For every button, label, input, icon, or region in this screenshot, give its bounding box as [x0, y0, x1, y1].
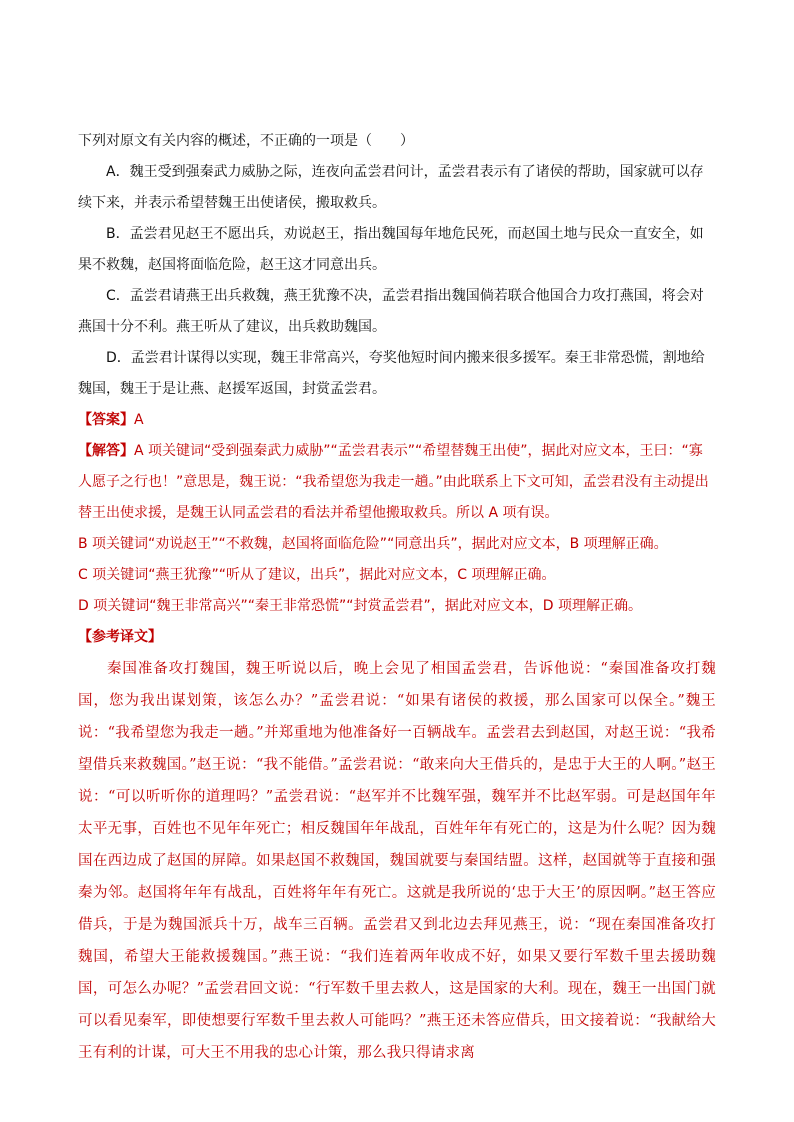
question-stem: 下列对原文有关内容的概述，不正确的一项是（ ） — [78, 133, 414, 149]
analysis-tag: 【解答】 — [78, 443, 134, 459]
option-c-label: C． — [106, 288, 130, 304]
option-b — [78, 219, 716, 281]
translation-tag: 【参考译文】 — [78, 629, 162, 645]
option-d-label: D． — [106, 350, 131, 366]
answer-line — [78, 405, 716, 436]
answer-value: A — [134, 412, 144, 428]
analysis-paragraph-d: D 项关键词“魏王非常高兴”“秦王非常恐慌”“封赏孟尝君”，据此对应文本，D 项理解正确。 — [78, 598, 642, 614]
option-d-text: 孟尝君计谋得以实现，魏王非常高兴，夸奖他短时间内搬来很多援军。秦王非常恐慌，割地给魏国，魏王于是让燕、赵援军返国，封赏孟尝君。 — [78, 350, 705, 397]
option-b-text: 孟尝君见赵王不愿出兵，劝说赵王，指出魏国每年地危民死，而赵国土地与民众一直安全，如果不救魏，赵国将面临危险，赵王这才同意出兵。 — [78, 226, 704, 273]
analysis-paragraph-a — [78, 436, 716, 529]
analysis-paragraph-c: C 项关键词“燕王犹豫”“听从了建议，出兵”，据此对应文本，C 项理解正确。 — [78, 567, 556, 583]
option-a — [78, 157, 716, 219]
option-c-text: 孟尝君请燕王出兵救魏，燕王犹豫不决，孟尝君指出魏国倘若联合他国合力攻打燕国，将会对燕国十分不利。燕王听从了建议，出兵救助魏国。 — [78, 288, 704, 335]
translation-text: 秦国准备攻打魏国，魏王听说以后，晚上会见了相国孟尝君，告诉他说：“秦国准备攻打魏国，您为我出谋划策，该怎么办？”孟尝君说：“如果有诸侯的救援，那么国家可以保全。”魏王说：“我希望您为我走一趟。”并郑重地为他准备好一百辆战车。孟尝君去到赵国，对赵王说：“我希望借兵来救魏国。”赵王说：“我不能借。”孟尝君说：“敢来向大王借兵的，是忠于大王的人啊。”赵王说：“可以听听你的道理吗？”孟尝君说：“赵军并不比魏军强，魏军并不比赵军弱。可是赵国年年太平无事，百姓也不见年年死亡；相反魏国年年战乱，百姓年年有死亡的，这是为什么呢？因为魏国在西边成了赵国的屏障。如果赵国不救魏国，魏国就要与秦国结盟。这样，赵国就等于直接和强秦为邻。赵国将年年有战乱，百姓将年年有死亡。这就是我所说的‘忠于大王’的原因啊。”赵王答应借兵，于是为魏国派兵十万，战车三百辆。孟尝君又到北边去拜见燕王，说：“现在秦国准备攻打魏国，希望大王能救援魏国。”燕王说：“我们连着两年收成不好，如果又要行军数千里去援助魏国，可怎么办呢？”孟尝君回文说：“行军数千里去救人，这是国家的大利。现在，魏王一出国门就可以看见秦军，即使想要行军数千里去救人可能吗？”燕王还未答应借兵，田文接着说：“我献给大王有利的计谋，可大王不用我的忠心计策，那么我只得请求离 — [78, 661, 716, 1061]
option-d — [78, 343, 716, 405]
option-a-text: 魏王受到强秦武力威胁之际，连夜向孟尝君问计，孟尝君表示有了诸侯的帮助，国家就可以存续下来，并表示希望替魏王出使诸侯，搬取救兵。 — [78, 164, 704, 211]
option-c — [78, 281, 716, 343]
analysis-text-a: A 项关键词“受到强秦武力威胁”“孟尝君表示”“希望替魏王出使”，据此对应文本，王曰：“寡人愿子之行也！”意思是，魏王说：“我希望您为我走一趟。”由此联系上下文可知，孟尝君没有主动提出替王出使求援，是魏王认同孟尝君的看法并希望他搬取救兵。所以 A 项有误。 — [78, 443, 709, 521]
option-a-label: A． — [106, 164, 130, 180]
answer-tag: 【答案】 — [78, 412, 134, 428]
analysis-paragraph-b: B 项关键词“劝说赵王”“不救魏，赵国将面临危险”“同意出兵”，据此对应文本，B 项理解正确。 — [78, 536, 668, 552]
option-b-label: B． — [106, 226, 130, 242]
